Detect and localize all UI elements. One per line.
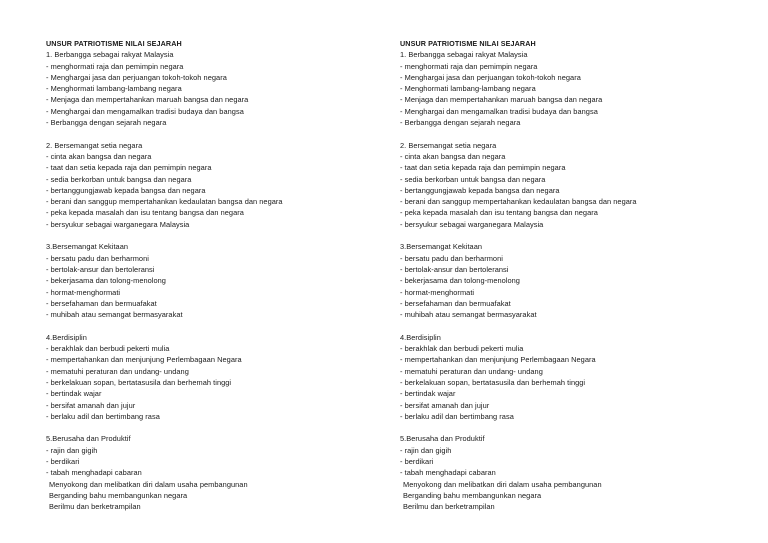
section-item: - bersyukur sebagai warganegara Malaysia (400, 219, 544, 229)
section-4 (46, 332, 376, 422)
section-item: Berganding bahu membangunkan negara (403, 490, 542, 500)
section-item: - Menghormati lambang-lambang negara (46, 84, 182, 94)
section-item: - cinta akan bangsa dan negara (46, 151, 152, 161)
section-heading: 5.Berusaha dan Produktif (46, 434, 131, 444)
section-item: - Menjaga dan mempertahankan maruah bangsa dan negara (400, 95, 603, 105)
section-item: - rajin dan gigih (46, 445, 98, 455)
section-item: - bersifat amanah dan jujur (46, 400, 136, 410)
section-item: - taat dan setia kepada raja dan pemimpin negara (46, 163, 212, 173)
section-item: - berani dan sanggup mempertahankan kedaulatan bangsa dan negara (46, 197, 283, 207)
section-5 (46, 433, 376, 512)
section-item: - tabah menghadapi cabaran (46, 468, 142, 478)
section-item: - bertindak wajar (46, 389, 102, 399)
document-column-left (46, 38, 376, 512)
section-1 (46, 49, 376, 128)
section-item: - bersefahaman dan bermuafakat (400, 298, 511, 308)
section-5 (400, 433, 730, 512)
section-1 (400, 49, 730, 128)
section-item: - mematuhi peraturan dan undang- undang (400, 366, 543, 376)
section-item: Berilmu dan berketrampilan (49, 502, 141, 512)
section-item: Menyokong dan melibatkan diri dalam usaha pembangunan (49, 479, 248, 489)
section-item: - bersyukur sebagai warganegara Malaysia (46, 219, 190, 229)
section-item: - menghormati raja dan pemimpin negara (400, 61, 538, 71)
section-item: - hormat-menghormati (46, 287, 121, 297)
section-heading: 4.Berdisiplin (400, 332, 441, 342)
section-item: Berilmu dan berketrampilan (403, 502, 495, 512)
section-item: - muhibah atau semangat bermasyarakat (46, 310, 183, 320)
section-item: - tabah menghadapi cabaran (400, 468, 496, 478)
section-item: - berlaku adil dan bertimbang rasa (46, 411, 160, 421)
section-item: - Berbangga dengan sejarah negara (46, 118, 167, 128)
section-item: - Menjaga dan mempertahankan maruah bangsa dan negara (46, 95, 249, 105)
section-item: - berakhlak dan berbudi pekerti mulia (400, 344, 524, 354)
section-item: - mematuhi peraturan dan undang- undang (46, 366, 189, 376)
section-item: - mempertahankan dan menjunjung Perlembagaan Negara (46, 355, 242, 365)
section-item: - Menghargai jasa dan perjuangan tokoh-tokoh negara (46, 72, 227, 82)
section-heading: 2. Bersemangat setia negara (46, 140, 143, 150)
section-item: - Menghargai dan mengamalkan tradisi budaya dan bangsa (400, 106, 598, 116)
section-item: - hormat-menghormati (400, 287, 475, 297)
section-item: - bekerjasama dan tolong-menolong (400, 276, 520, 286)
section-item: - bersatu padu dan berharmoni (400, 253, 503, 263)
document-title: UNSUR PATRIOTISME NILAI SEJARAH (400, 39, 536, 48)
section-heading: 1. Berbangga sebagai rakyat Malaysia (400, 50, 528, 60)
section-3 (46, 241, 376, 320)
section-item: - sedia berkorban untuk bangsa dan negara (400, 174, 546, 184)
section-item: - Berbangga dengan sejarah negara (400, 118, 521, 128)
document-header (400, 38, 730, 128)
section-item: - mempertahankan dan menjunjung Perlembagaan Negara (400, 355, 596, 365)
section-2 (46, 140, 376, 230)
section-item: - Menghargai jasa dan perjuangan tokoh-tokoh negara (400, 72, 581, 82)
section-item: - bekerjasama dan tolong-menolong (46, 276, 166, 286)
section-item: - cinta akan bangsa dan negara (400, 151, 506, 161)
section-heading: 2. Bersemangat setia negara (400, 140, 497, 150)
document-column-right (400, 38, 730, 512)
section-item: - bertolak-ansur dan bertoleransi (46, 264, 155, 274)
section-item: Menyokong dan melibatkan diri dalam usaha pembangunan (403, 479, 602, 489)
section-item: - bersifat amanah dan jujur (400, 400, 490, 410)
section-item: - berani dan sanggup mempertahankan kedaulatan bangsa dan negara (400, 197, 637, 207)
section-item: - bertindak wajar (400, 389, 456, 399)
section-item: - bertanggungjawab kepada bangsa dan negara (46, 185, 206, 195)
section-item: - bersatu padu dan berharmoni (46, 253, 149, 263)
section-item: - berkelakuan sopan, bertatasusila dan berhemah tinggi (46, 377, 232, 387)
section-heading: 3.Bersemangat Kekitaan (400, 242, 483, 252)
section-item: - berlaku adil dan bertimbang rasa (400, 411, 514, 421)
section-item: - rajin dan gigih (400, 445, 452, 455)
section-item: - berakhlak dan berbudi pekerti mulia (46, 344, 170, 354)
section-item: - peka kepada masalah dan isu tentang bangsa dan negara (46, 208, 244, 218)
section-item: - muhibah atau semangat bermasyarakat (400, 310, 537, 320)
document-title: UNSUR PATRIOTISME NILAI SEJARAH (46, 39, 182, 48)
section-item: - sedia berkorban untuk bangsa dan negara (46, 174, 192, 184)
section-item: - berkelakuan sopan, bertatasusila dan berhemah tinggi (400, 377, 586, 387)
section-item: - bertolak-ansur dan bertoleransi (400, 264, 509, 274)
section-item: - berdikari (46, 456, 80, 466)
section-item: Berganding bahu membangunkan negara (49, 490, 188, 500)
section-heading: 5.Berusaha dan Produktif (400, 434, 485, 444)
section-2 (400, 140, 730, 230)
section-heading: 3.Bersemangat Kekitaan (46, 242, 129, 252)
section-item: - berdikari (400, 456, 434, 466)
section-heading: 4.Berdisiplin (46, 332, 87, 342)
section-item: - Menghargai dan mengamalkan tradisi budaya dan bangsa (46, 106, 244, 116)
section-item: - bersefahaman dan bermuafakat (46, 298, 157, 308)
section-heading: 1. Berbangga sebagai rakyat Malaysia (46, 50, 174, 60)
section-4 (400, 332, 730, 422)
section-item: - peka kepada masalah dan isu tentang bangsa dan negara (400, 208, 598, 218)
section-item: - taat dan setia kepada raja dan pemimpin negara (400, 163, 566, 173)
section-item: - Menghormati lambang-lambang negara (400, 84, 536, 94)
section-3 (400, 241, 730, 320)
section-item: - bertanggungjawab kepada bangsa dan negara (400, 185, 560, 195)
document-header (46, 38, 376, 128)
section-item: - menghormati raja dan pemimpin negara (46, 61, 184, 71)
